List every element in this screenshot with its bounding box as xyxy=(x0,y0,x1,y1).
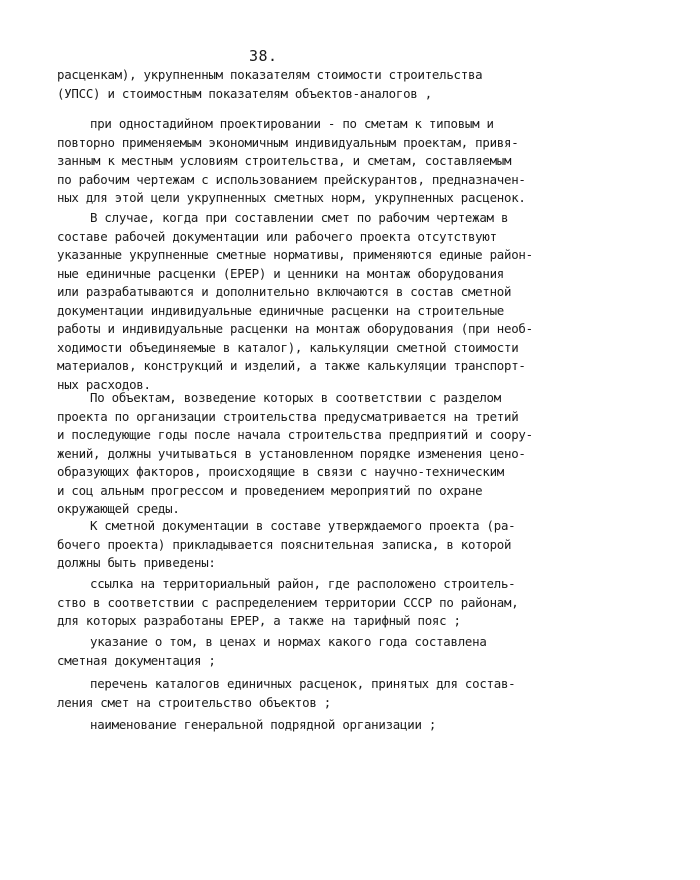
text-line: К сметной документации в составе утверждаемого проекта (ра- xyxy=(90,518,516,533)
text-line: при одностадийном проектировании - по сметам к типовым и xyxy=(90,116,494,131)
text-line: ных расходов. xyxy=(57,376,151,392)
text-line: ссылка на территориальный район, где расположено строитель- xyxy=(90,576,516,591)
text-line: По объектам, возведение которых в соответствии с разделом xyxy=(90,390,501,405)
text-line: сметная документация ; xyxy=(57,652,216,668)
text-line: ные единичные расценки (ЕРЕР) и ценники на монтаж оборудования xyxy=(57,265,505,281)
text-line: или разрабатываются и дополнительно включаются в состав сметной xyxy=(57,284,512,299)
paragraph-missing-norms xyxy=(57,209,657,394)
text-line: материалов, конструкций и изделий, а также калькуляции транспорт- xyxy=(57,358,526,373)
paragraph-single-stage-design xyxy=(57,115,657,208)
text-line: ных для этой цели укрупненных сметных норм, укрупненных расценок. xyxy=(57,190,526,205)
text-line: повторно применяемым экономичным индивидуальным проектам, привя- xyxy=(57,134,519,150)
text-line: ления смет на строительство объектов ; xyxy=(57,694,331,710)
text-line: ходимости объединяемые в каталог), калькуляции сметной стоимости xyxy=(57,339,519,355)
text-line: жений, должны учитываться в установленном порядке изменения цено- xyxy=(57,445,526,461)
paragraph-continuation xyxy=(57,66,657,103)
text-line: и последующие годы после начала строительства предприятий и соору- xyxy=(57,427,533,442)
paragraph-objects-later-years xyxy=(57,389,657,519)
text-line: расценкам), укрупненным показателям стоимости строительства xyxy=(57,67,483,82)
text-line: указанные укрупненные сметные нормативы, применяются единые район- xyxy=(57,247,533,262)
text-line: составе рабочей документации или рабочего проекта отсутствуют xyxy=(57,228,497,244)
list-item-general-contractor xyxy=(57,716,657,735)
text-line: занным к местным условиям строительства, и сметам, составляемым xyxy=(57,153,512,168)
list-item-catalog-list xyxy=(57,675,657,712)
text-line: наименование генеральной подрядной организации ; xyxy=(90,717,437,732)
text-line: работы и индивидуальные расценки на монтаж оборудования (при необ- xyxy=(57,321,533,336)
list-item-territorial-region xyxy=(57,575,657,631)
text-line: перечень каталогов единичных расценок, принятых для состав- xyxy=(90,676,516,691)
text-line: (УПСС) и стоимостным показателям объектов-аналогов , xyxy=(57,85,432,101)
text-line: должны быть приведены: xyxy=(57,555,216,570)
text-line: и соц альным прогрессом и проведением мероприятий по охране xyxy=(57,482,483,498)
text-line: проекта по организации строительства предусматривается на третий xyxy=(57,408,519,424)
paragraph-explanatory-note xyxy=(57,517,657,573)
text-line: указание о том, в ценах и нормах какого года составлена xyxy=(90,634,487,649)
text-line: для которых разработаны ЕРЕР, а также на тарифный пояс ; xyxy=(57,613,461,628)
list-item-prices-year xyxy=(57,633,657,670)
text-line: ство в соответствии с распределением территории СССР по районам, xyxy=(57,594,519,610)
text-line: В случае, когда при составлении смет по рабочим чертежам в xyxy=(90,210,509,225)
text-line: документации индивидуальные единичные расценки на строительные xyxy=(57,302,505,318)
text-line: по рабочим чертежам с использованием прейскурантов, предназначен- xyxy=(57,171,526,187)
text-line: окружающей среды. xyxy=(57,501,180,516)
page-number: 38. xyxy=(249,47,278,65)
text-line: образующих факторов, происходящие в связи с научно-техническим xyxy=(57,464,505,479)
text-line: бочего проекта) прикладывается пояснительная записка, в которой xyxy=(57,536,512,552)
